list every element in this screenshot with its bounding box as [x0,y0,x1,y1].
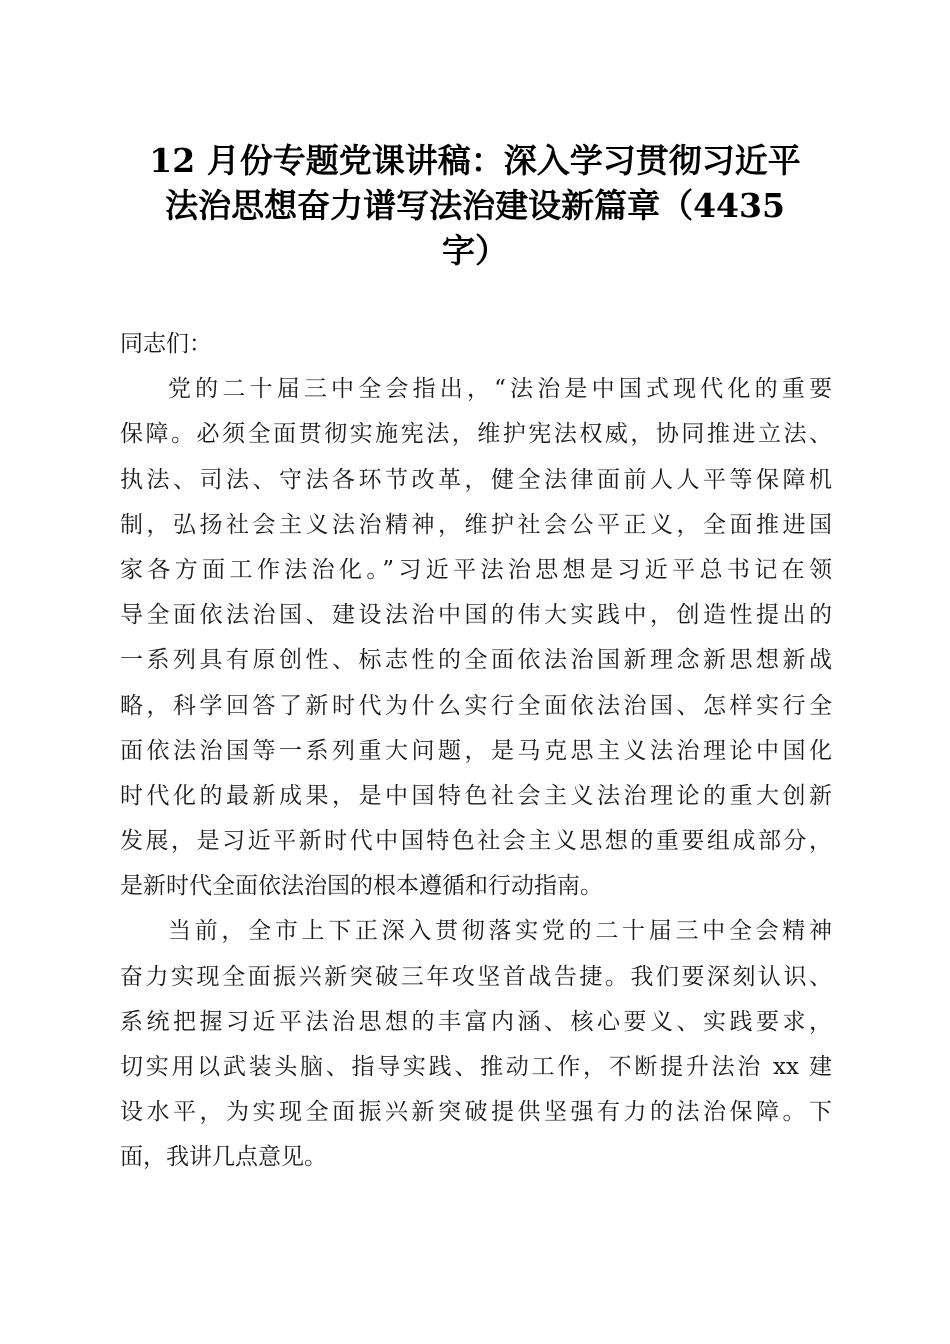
paragraph-line: 切实用以武装头脑、指导实践、推动工作，不断提升法治 xx 建 [120,1054,832,1080]
paragraph-line: 党的二十届三中全会指出，“法治是中国式现代化的重要 [168,376,832,403]
paragraph-line: 保障。必须全面贯彻实施宪法，维护宪法权威，协同推进立法、 [120,421,832,448]
paragraph-line: 时代化的最新成果，是中国特色社会主义法治理论的重大创新 [120,782,832,809]
paragraph-line: 是新时代全面依法治国的根本遵循和行动指南。 [120,873,603,900]
paragraph-1 [120,367,832,909]
paragraph-line: 一系列具有原创性、标志性的全面依法治国新理念新思想新战 [120,647,832,674]
paragraph-line: 发展，是习近平新时代中国特色社会主义思想的重要组成部分， [120,828,832,855]
salutation: 同志们： [120,331,212,357]
paragraph-line: 系统把握习近平法治思想的丰富内涵、核心要义、实践要求， [120,1008,832,1035]
paragraph-line: 当前，全市上下正深入贯彻落实党的二十届三中全会精神 [168,918,832,945]
paragraph-line: 设水平，为实现全面振兴新突破提供坚强有力的法治保障。下 [120,1099,832,1126]
title-line-1: 12 月份专题党课讲稿：深入学习贯彻习近平 [149,141,801,180]
document-body [120,322,832,1181]
paragraph-2 [120,909,832,1180]
paragraph-line: 导全面依法治国、建设法治中国的伟大实践中，创造性提出的 [120,602,832,629]
title-line-3: 字） [442,231,508,270]
paragraph-line: 略，科学回答了新时代为什么实行全面依法治国、怎样实行全 [120,692,832,719]
paragraph-line: 制，弘扬社会主义法治精神，维护社会公平正义，全面推进国 [120,511,832,538]
paragraph-line: 家各方面工作法治化。”习近平法治思想是习近平总书记在领 [120,556,832,583]
title-line-2: 法治思想奋力谱写法治建设新篇章（4435 [165,186,785,225]
paragraph-line: 奋力实现全面振兴新突破三年攻坚首战告捷。我们要深刻认识、 [120,963,832,990]
document-title [130,138,820,273]
paragraph-line: 面，我讲几点意见。 [120,1144,327,1171]
paragraph-line: 执法、司法、守法各环节改革，健全法律面前人人平等保障机 [120,466,832,493]
paragraph-line: 面依法治国等一系列重大问题，是马克思主义法治理论中国化 [120,737,832,764]
